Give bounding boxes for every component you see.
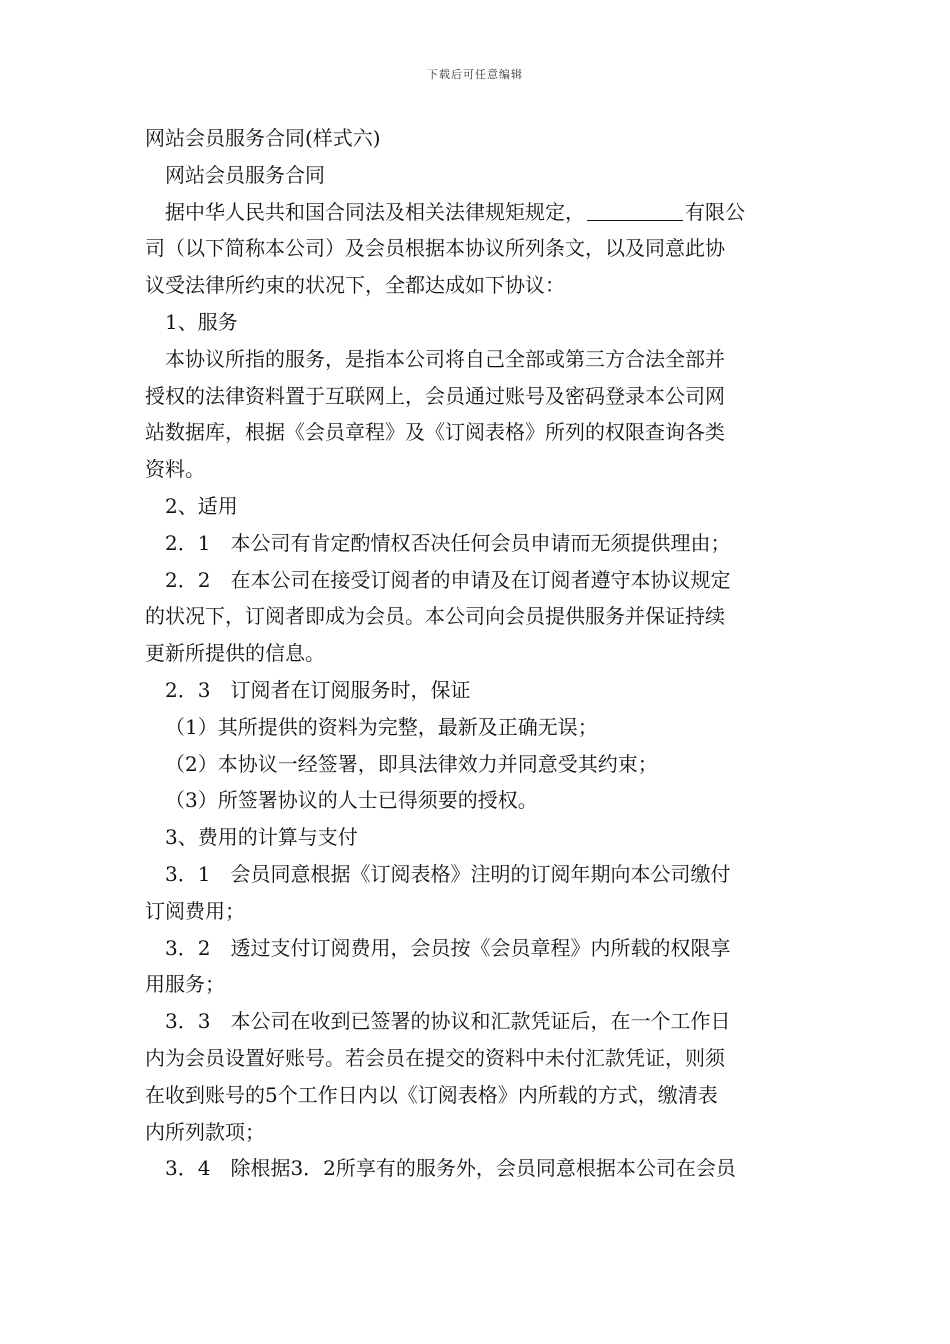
paragraph-line: 内为会员设置好账号。若会员在提交的资料中未付汇款凭证，则须 [145, 1045, 725, 1070]
paragraph-line: 更新所提供的信息。 [145, 641, 325, 666]
intro-line-3: 议受法律所约束的状况下，全都达成如下协议： [145, 273, 565, 298]
paragraph-line: 在收到账号的5个工作日内以《订阅表格》内所载的方式，缴清表 [145, 1082, 718, 1107]
clause-line: 2．2 在本公司在接受订阅者的申请及在订阅者遵守本协议规定 [165, 567, 731, 592]
clause-line: 2．1 本公司有肯定酌情权否决任何会员申请而无须提供理由； [165, 530, 731, 555]
clause-line: 3．3 本公司在收到已签署的协议和汇款凭证后，在一个工作日 [165, 1009, 731, 1034]
paragraph-line: 内所列款项； [145, 1119, 265, 1144]
intro-line-2: 司（以下简称本公司）及会员根据本协议所列条文，以及同意此协 [145, 236, 725, 261]
clause-line: 3．2 透过支付订阅费用，会员按《会员章程》内所载的权限享 [165, 935, 731, 960]
sub-clause-line: （2）本协议一经签署，即具法律效力并同意受其约束； [165, 751, 658, 776]
page-header-note: 下载后可任意编辑 [427, 68, 523, 81]
paragraph-line: 的状况下，订阅者即成为会员。本公司向会员提供服务并保证持续 [145, 604, 725, 629]
intro-text-a: 据中华人民共和国合同法及相关法律规矩规定， [165, 199, 585, 224]
sub-clause-line: （1）其所提供的资料为完整，最新及正确无误； [165, 714, 598, 739]
document-title: 网站会员服务合同(样式六) [145, 126, 381, 150]
paragraph-line: 订阅费用； [145, 898, 245, 923]
document-body [145, 120, 810, 1187]
section-heading: 3、费用的计算与支付 [165, 825, 358, 850]
paragraph-line: 资料。 [145, 457, 205, 482]
intro-text-b: 有限公 [685, 199, 745, 224]
paragraph-line: 用服务； [145, 972, 225, 997]
paragraph-line: 站数据库，根据《会员章程》及《订阅表格》所列的权限查询各类 [145, 420, 725, 445]
clause-line: 3．1 会员同意根据《订阅表格》注明的订阅年期向本公司缴付 [165, 861, 731, 886]
clause-line: 3．4 除根据3．2所享有的服务外，会员同意根据本公司在会员 [165, 1156, 736, 1181]
company-name-blank [587, 200, 683, 221]
section-heading: 1、服务 [165, 309, 238, 334]
contract-heading: 网站会员服务合同 [165, 162, 325, 187]
paragraph-line: 授权的法律资料置于互联网上，会员通过账号及密码登录本公司网 [145, 383, 725, 408]
paragraph-line: 本协议所指的服务，是指本公司将自己全部或第三方合法全部并 [165, 346, 725, 371]
intro-line-1 [145, 194, 810, 231]
clause-line: 2．3 订阅者在订阅服务时，保证 [165, 677, 471, 702]
sub-clause-line: （3）所签署协议的人士已得须要的授权。 [165, 788, 538, 813]
section-heading: 2、适用 [165, 493, 238, 518]
